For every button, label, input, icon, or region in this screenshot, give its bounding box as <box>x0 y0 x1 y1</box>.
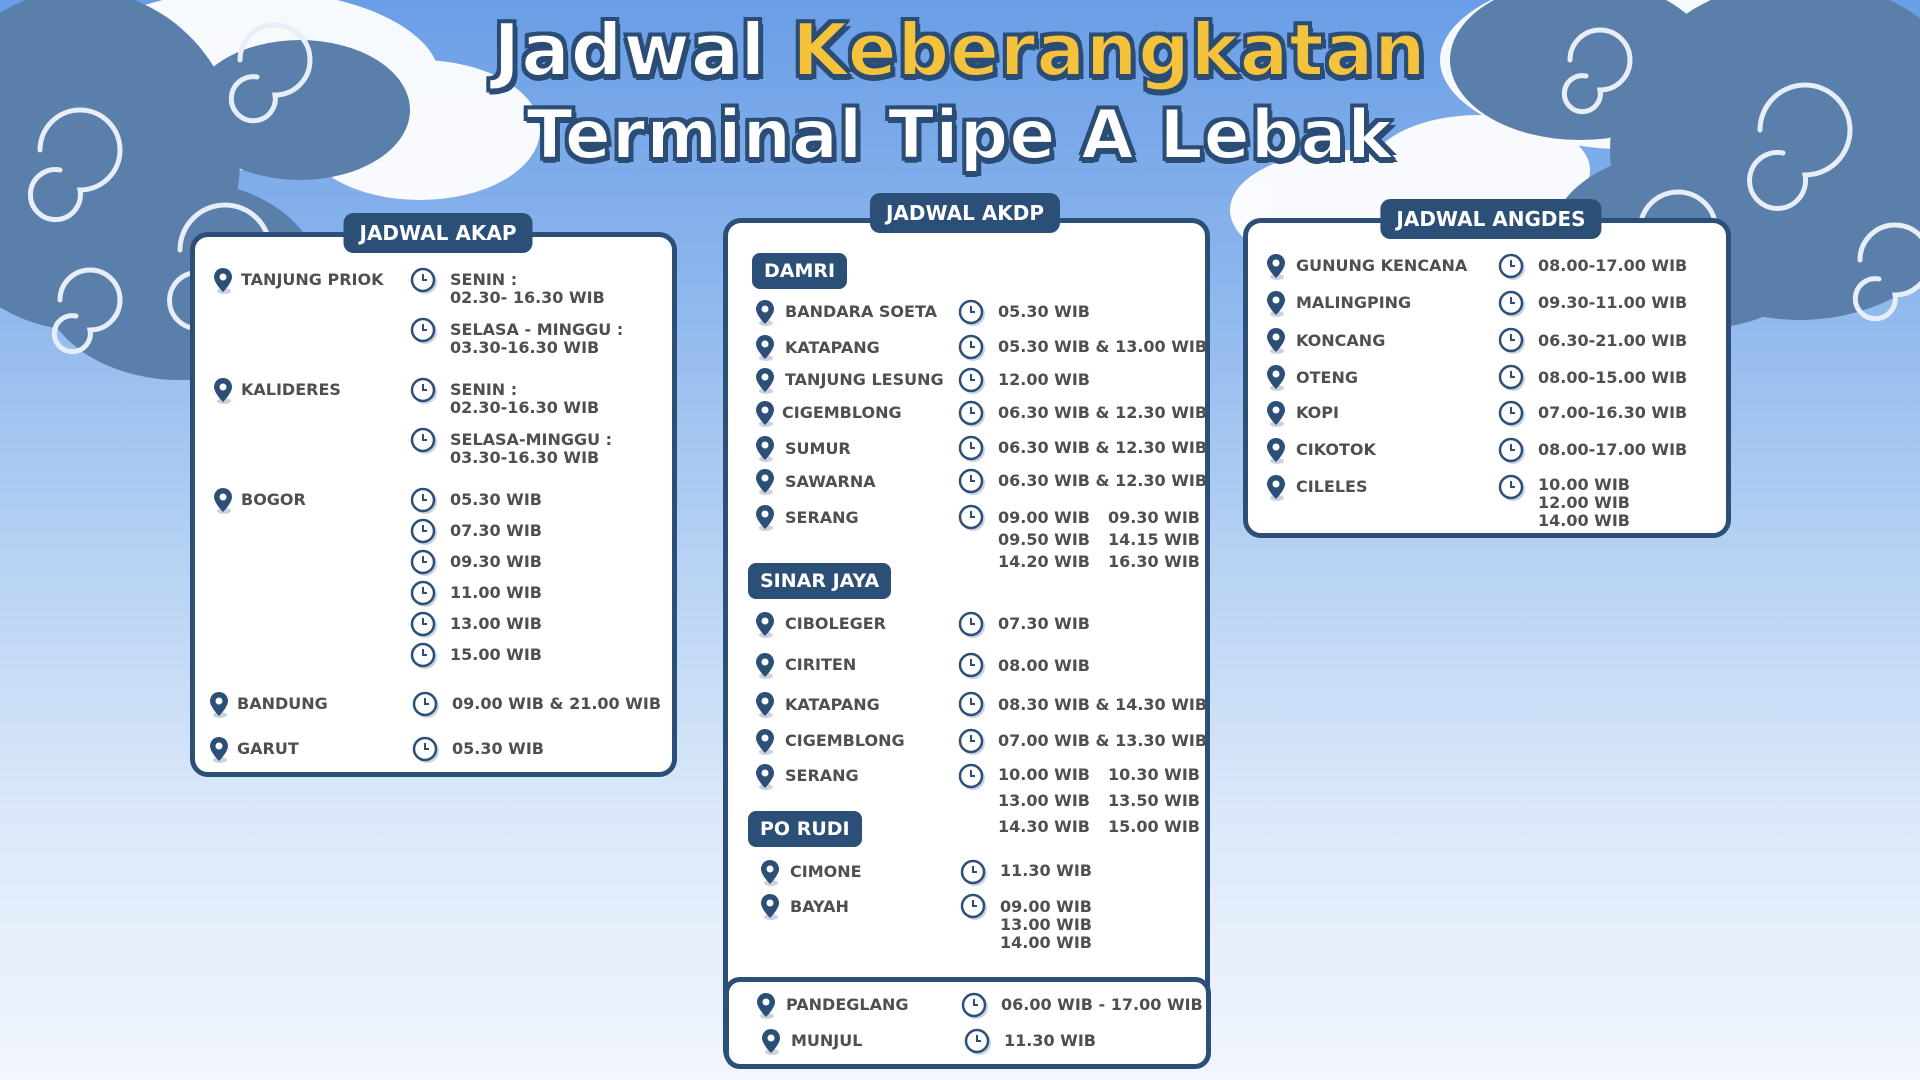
group-sinar-jaya: SINAR JAYA <box>748 563 891 599</box>
akdp-dest: CIGEMBLONG <box>782 403 902 422</box>
akdp-dest: CIBOLEGER <box>785 614 886 633</box>
clock-icon <box>958 728 986 756</box>
clock-icon <box>958 334 986 362</box>
clock-icon <box>410 642 438 670</box>
map-pin-icon <box>1266 474 1286 502</box>
akdp-dest: SERANG <box>785 508 859 527</box>
map-pin-icon <box>1266 290 1286 318</box>
map-pin-icon <box>755 299 775 327</box>
map-pin-icon <box>755 367 775 395</box>
akdp-dest: SERANG <box>785 766 859 785</box>
akdp-dest: CIRITEN <box>785 655 857 674</box>
akdp-dest: BANDARA SOETA <box>785 302 938 321</box>
clock-icon <box>410 611 438 639</box>
akdp-dest: PANDEGLANG <box>786 995 909 1014</box>
akap-dest-kalideres: KALIDERES <box>241 380 341 399</box>
angdes-dest: CILELES <box>1296 477 1368 496</box>
akdp-dest: KATAPANG <box>785 338 880 357</box>
angdes-dest: OTENG <box>1296 368 1358 387</box>
clock-icon <box>410 518 438 546</box>
angdes-dest: CIKOTOK <box>1296 440 1376 459</box>
akdp-time: 06.30 WIB & 12.30 WIB <box>998 438 1208 457</box>
akap-dest-bogor: BOGOR <box>241 490 306 509</box>
akap-time: 05.30 WIB <box>450 490 542 509</box>
akdp-time: 05.30 WIB <box>998 302 1090 321</box>
akap-time: 13.00 WIB <box>450 614 542 633</box>
akdp-dest: TANJUNG LESUNG <box>785 370 944 389</box>
angdes-time: 10.00 WIB 12.00 WIB 14.00 WIB <box>1538 475 1630 530</box>
clock-icon <box>958 504 986 532</box>
angdes-time: 06.30-21.00 WIB <box>1538 331 1688 350</box>
angdes-panel <box>1243 207 1731 538</box>
akap-time: 11.00 WIB <box>450 583 542 602</box>
map-pin-icon <box>756 992 776 1020</box>
akdp-time: 11.30 WIB <box>1000 861 1092 880</box>
page-title <box>0 8 1920 92</box>
clock-icon <box>964 1028 992 1056</box>
map-pin-icon <box>760 859 780 887</box>
akap-dest-garut: GARUT <box>237 739 299 758</box>
akdp-panel-title: JADWAL AKDP <box>870 193 1060 233</box>
angdes-time: 07.00-16.30 WIB <box>1538 403 1688 422</box>
page-subtitle: Terminal Tipe A Lebak <box>526 96 1394 175</box>
clock-icon <box>958 691 986 719</box>
akap-dest-tanjung-priok: TANJUNG PRIOK <box>241 270 384 289</box>
group-damri: DAMRI <box>752 253 847 289</box>
map-pin-icon <box>755 763 775 791</box>
akdp-time-grid: 09.00 WIB 09.30 WIB 09.50 WIB 14.15 WIB 14.20 WIB 16.30 WIB <box>998 508 1200 571</box>
map-pin-icon <box>1266 364 1286 392</box>
akdp-time: 07.30 WIB <box>998 614 1090 633</box>
clock-icon <box>410 317 438 345</box>
map-pin-icon <box>755 691 775 719</box>
angdes-time: 08.00-17.00 WIB <box>1538 256 1688 275</box>
angdes-time: 08.00-17.00 WIB <box>1538 440 1688 459</box>
akap-time: 07.30 WIB <box>450 521 542 540</box>
map-pin-icon <box>755 504 775 532</box>
akdp-time: 11.30 WIB <box>1004 1031 1096 1050</box>
map-pin-icon <box>209 736 229 764</box>
akap-time: SENIN : 02.30- 16.30 WIB <box>450 270 605 307</box>
map-pin-icon <box>1266 253 1286 281</box>
map-pin-icon <box>1266 400 1286 428</box>
akdp-time-grid: 10.00 WIB 10.30 WIB 13.00 WIB 13.50 WIB 14.30 WIB 15.00 WIB <box>998 765 1200 836</box>
angdes-time: 08.00-15.00 WIB <box>1538 368 1688 387</box>
clock-icon <box>958 763 986 791</box>
akdp-time: 08.30 WIB & 14.30 WIB <box>998 695 1208 714</box>
map-pin-icon <box>755 435 775 463</box>
akdp-dest: SAWARNA <box>785 472 876 491</box>
akdp-time: 12.00 WIB <box>998 370 1090 389</box>
akdp-dest: MUNJUL <box>791 1031 863 1050</box>
clock-icon <box>410 487 438 515</box>
clock-icon <box>1498 253 1526 281</box>
akdp-dest: CIGEMBLONG <box>785 731 905 750</box>
clock-icon <box>960 893 988 921</box>
akdp-dest: BAYAH <box>790 897 849 916</box>
clock-icon <box>410 580 438 608</box>
akap-time: 09.00 WIB & 21.00 WIB <box>452 694 662 713</box>
akap-time: 15.00 WIB <box>450 645 542 664</box>
clock-icon <box>958 652 986 680</box>
clock-icon <box>1498 474 1526 502</box>
akdp-dest: SUMUR <box>785 439 851 458</box>
akdp-bottom-box <box>724 977 1211 1069</box>
akdp-dest: KATAPANG <box>785 695 880 714</box>
angdes-dest: KONCANG <box>1296 331 1386 350</box>
map-pin-icon <box>213 377 233 405</box>
clock-icon <box>410 267 438 295</box>
angdes-dest: GUNUNG KENCANA <box>1296 256 1468 275</box>
akdp-panel <box>723 201 1210 1068</box>
clock-icon <box>410 377 438 405</box>
clock-icon <box>960 859 988 887</box>
akap-time: SENIN : 02.30-16.30 WIB <box>450 380 600 417</box>
akdp-time: 09.00 WIB 13.00 WIB 14.00 WIB <box>1000 897 1092 952</box>
map-pin-icon <box>755 468 775 496</box>
akdp-time: 06.30 WIB & 12.30 WIB <box>998 471 1208 490</box>
akap-panel-title: JADWAL AKAP <box>344 213 533 253</box>
clock-icon <box>958 367 986 395</box>
clock-icon <box>412 691 440 719</box>
clock-icon <box>958 435 986 463</box>
clock-icon <box>958 611 986 639</box>
map-pin-icon <box>1266 327 1286 355</box>
akap-panel <box>190 221 677 777</box>
map-pin-icon <box>760 893 780 921</box>
map-pin-icon <box>755 728 775 756</box>
map-pin-icon <box>755 400 775 428</box>
akdp-time: 06.30 WIB & 12.30 WIB <box>998 403 1208 422</box>
akdp-time: 05.30 WIB & 13.00 WIB <box>998 337 1208 356</box>
map-pin-icon <box>755 334 775 362</box>
map-pin-icon <box>755 652 775 680</box>
angdes-panel-title: JADWAL ANGDES <box>1380 199 1601 239</box>
angdes-dest: MALINGPING <box>1296 293 1412 312</box>
akap-time: SELASA - MINGGU : 03.30-16.30 WIB <box>450 320 624 357</box>
akap-time: 05.30 WIB <box>452 739 544 758</box>
angdes-time: 09.30-11.00 WIB <box>1538 293 1688 312</box>
clock-icon <box>1498 400 1526 428</box>
akdp-dest: CIMONE <box>790 862 862 881</box>
clock-icon <box>958 299 986 327</box>
title-word-jadwal: Jadwal <box>493 8 767 92</box>
clock-icon <box>961 992 989 1020</box>
map-pin-icon <box>209 691 229 719</box>
map-pin-icon <box>761 1028 781 1056</box>
clock-icon <box>1498 437 1526 465</box>
clock-icon <box>410 549 438 577</box>
clock-icon <box>1498 290 1526 318</box>
akap-time: 09.30 WIB <box>450 552 542 571</box>
title-word-keberangkatan: Keberangkatan <box>792 8 1427 92</box>
akap-time: SELASA-MINGGU : 03.30-16.30 WIB <box>450 430 613 467</box>
map-pin-icon <box>1266 437 1286 465</box>
akdp-time: 06.00 WIB - 17.00 WIB <box>1001 995 1203 1014</box>
clock-icon <box>1498 327 1526 355</box>
map-pin-icon <box>213 267 233 295</box>
clock-icon <box>412 736 440 764</box>
clock-icon <box>410 427 438 455</box>
clock-icon <box>1498 364 1526 392</box>
clock-icon <box>958 468 986 496</box>
angdes-dest: KOPI <box>1296 403 1339 422</box>
akap-dest-bandung: BANDUNG <box>237 694 328 713</box>
clock-icon <box>958 400 986 428</box>
map-pin-icon <box>755 611 775 639</box>
group-po-rudi: PO RUDI <box>748 811 862 847</box>
akdp-time: 08.00 WIB <box>998 656 1090 675</box>
map-pin-icon <box>213 487 233 515</box>
akdp-time: 07.00 WIB & 13.30 WIB <box>998 731 1208 750</box>
